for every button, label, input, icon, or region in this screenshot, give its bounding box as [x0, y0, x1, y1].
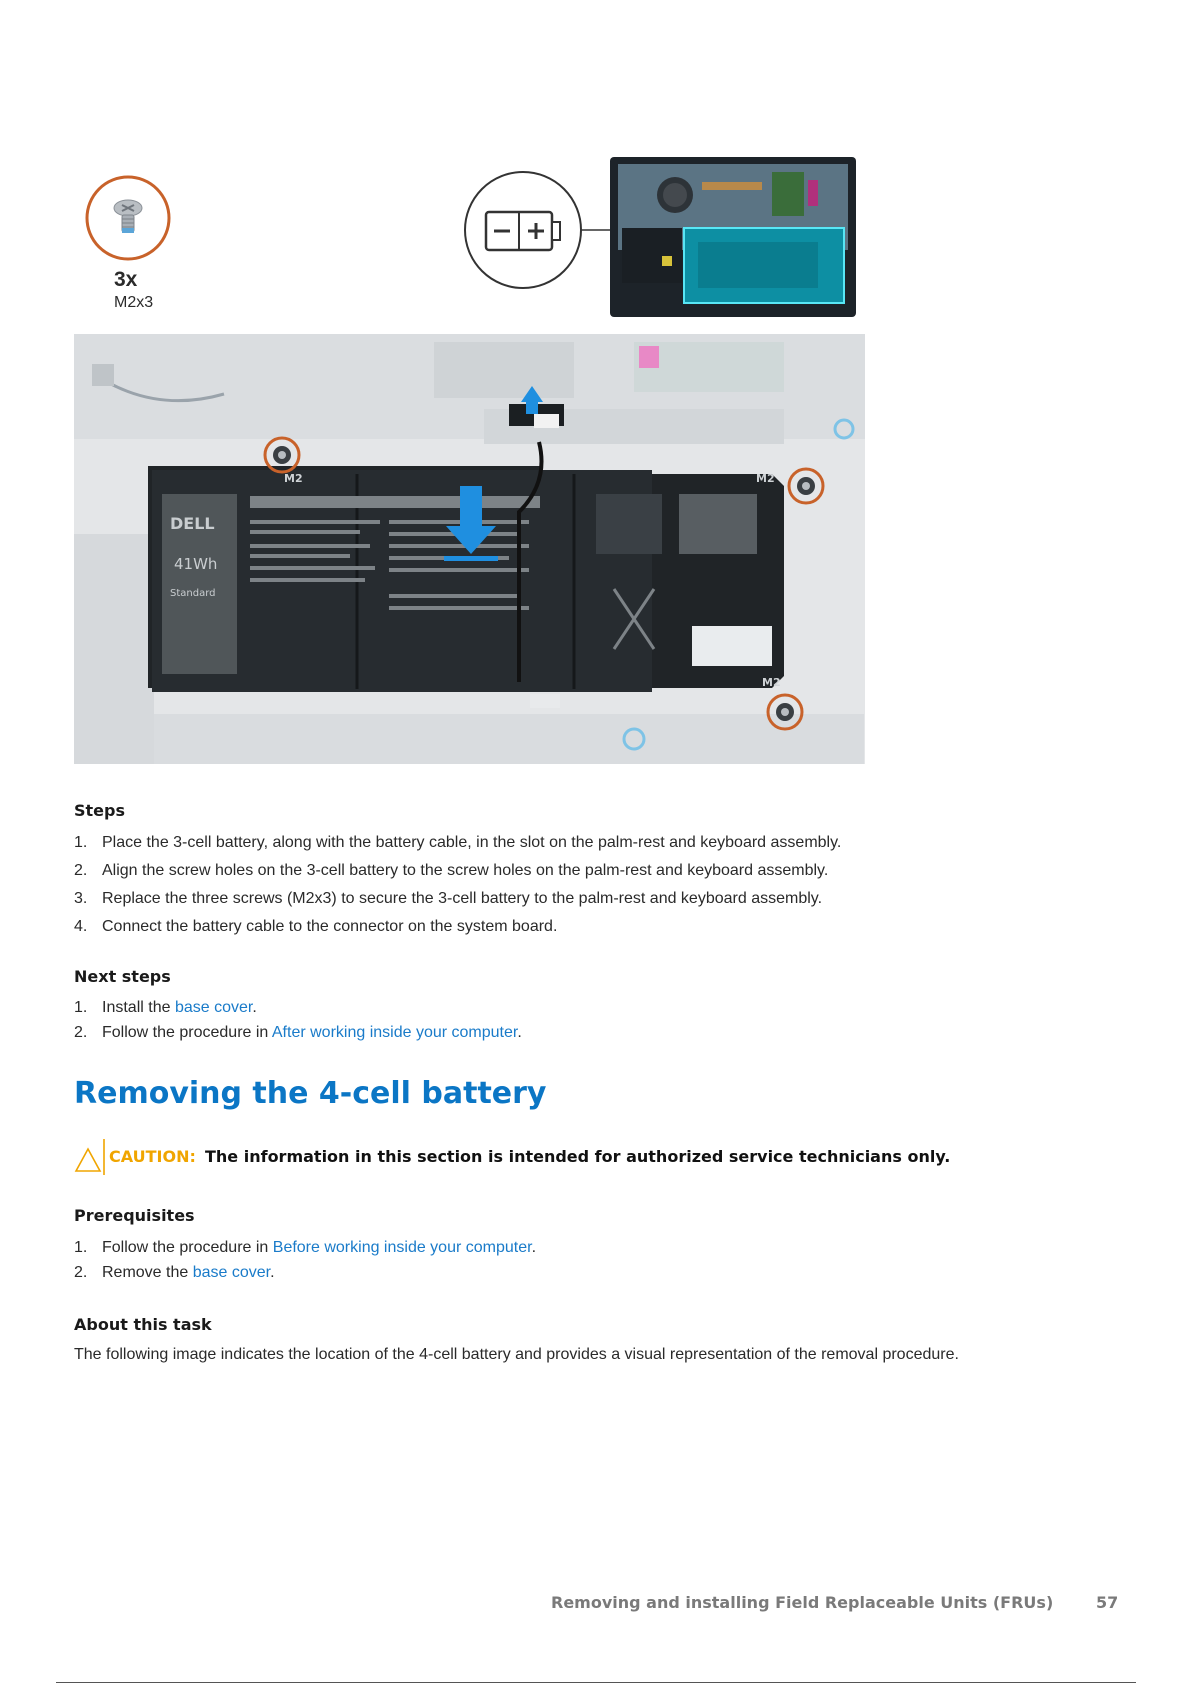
steps-heading: Steps — [74, 801, 125, 820]
battery-installation-illustration — [74, 334, 865, 764]
about-text: The following image indicates the location of the 4-cell battery and provides a visual representation of the removal procedure. — [74, 1346, 959, 1363]
list-item: 2. Align the screw holes on the 3-cell battery to the screw holes on the palm-rest and keyboard assembly. — [74, 862, 829, 879]
screw-callout — [84, 174, 172, 262]
screw-quantity: 3x — [114, 268, 138, 291]
section-title: Removing the 4-cell battery — [74, 1076, 547, 1111]
page-number: 57 — [1096, 1593, 1119, 1612]
warning-icon — [74, 1138, 106, 1176]
next-steps-heading: Next steps — [74, 967, 171, 986]
steps-list — [74, 833, 1134, 945]
footer-title: Removing and installing Field Replaceable Units (FRUs) — [551, 1593, 1054, 1612]
base-cover-link[interactable]: base cover — [174, 999, 253, 1016]
after-working-link[interactable]: After working inside your computer — [271, 1024, 518, 1041]
before-working-link[interactable]: Before working inside your computer — [272, 1239, 532, 1256]
battery-capacity-text: 41Wh — [174, 555, 218, 573]
about-heading: About this task — [74, 1315, 212, 1334]
list-item: 1. Follow the procedure in Before working inside your computer. — [74, 1239, 537, 1256]
list-item: 2. Follow the procedure in After working inside your computer. — [74, 1024, 522, 1041]
prerequisites-heading: Prerequisites — [74, 1206, 195, 1225]
screw-mark-label: M2 — [756, 472, 775, 485]
laptop-overview-illustration — [462, 150, 862, 320]
footer-divider — [56, 1682, 1136, 1683]
screw-mark-label: M2 — [762, 676, 781, 689]
prerequisites-list — [74, 1238, 1134, 1291]
list-item: 4. Connect the battery cable to the connector on the system board. — [74, 918, 558, 935]
caution-text: The information in this section is intended for authorized service technicians only. — [205, 1147, 951, 1166]
next-steps-list — [74, 998, 1134, 1051]
list-item: 1. Place the 3-cell battery, along with the battery cable, in the slot on the palm-rest and keyboard assembly. — [74, 834, 842, 851]
base-cover-link[interactable]: base cover — [192, 1264, 271, 1281]
list-item: 3. Replace the three screws (M2x3) to secure the 3-cell battery to the palm-rest and keyboard assembly. — [74, 890, 823, 907]
screw-mark-label: M2 — [284, 472, 303, 485]
battery-icon — [486, 212, 560, 250]
screw-type: M2x3 — [114, 294, 154, 311]
battery-brand-text: DELL — [170, 514, 215, 533]
list-item: 2. Remove the base cover. — [74, 1264, 275, 1281]
list-item: 1. Install the base cover. — [74, 999, 257, 1016]
caution-label: CAUTION: — [109, 1147, 196, 1166]
screw-icon — [84, 174, 172, 262]
battery-type-text: Standard — [170, 588, 216, 599]
